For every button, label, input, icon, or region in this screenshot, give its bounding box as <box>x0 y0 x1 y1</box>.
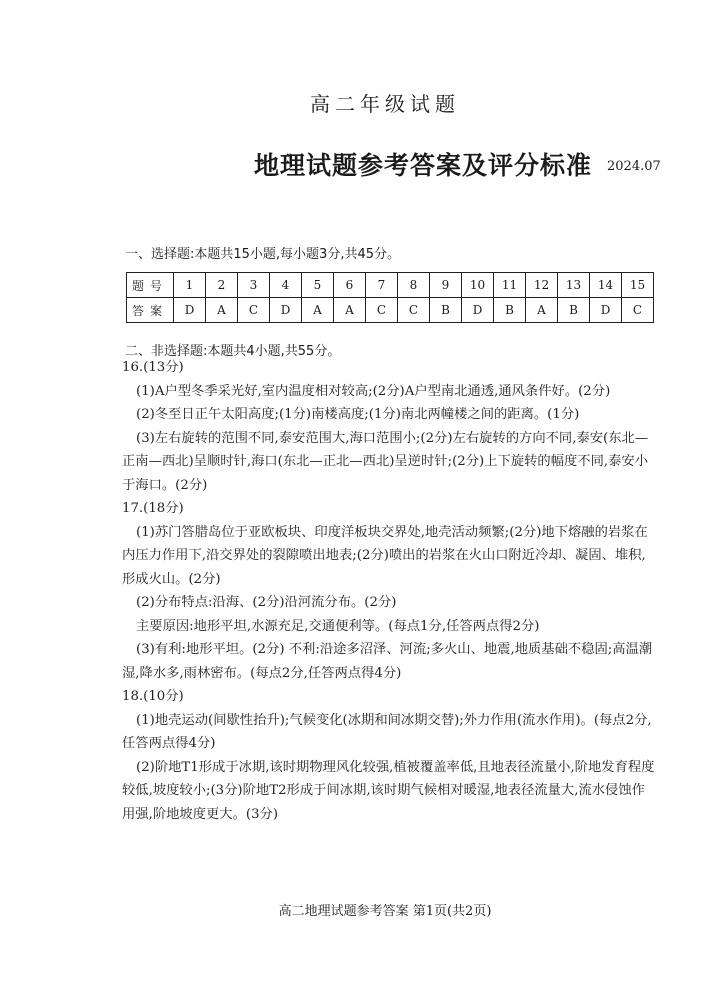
row-label-answer: 答案 <box>127 298 174 323</box>
question-number: 6 <box>334 273 366 298</box>
q18-part1: (1)地壳运动(间歇性抬升);气候变化(冰期和间冰期交替);外力作用(流水作用)。(每点2分,任答两点得4分) <box>122 712 652 751</box>
q17-label: 17.(18分) <box>122 501 184 516</box>
answer-cell: C <box>238 298 270 323</box>
q16-part1: (1)A户型冬季采光好,室内温度相对较高;(2分)A户型南北通透,通风条件好。(2分) <box>136 383 611 399</box>
answer-cell: A <box>206 298 238 323</box>
q18-label: 18.(10分) <box>122 689 184 704</box>
grade-title: 高二年级试题 <box>310 92 460 116</box>
answer-cell: D <box>270 298 302 323</box>
answer-cell: D <box>590 298 622 323</box>
answer-cell: D <box>174 298 206 323</box>
question-number: 5 <box>302 273 334 298</box>
q17-part3: (3)有利:地形平坦。(2分) 不利:沿途多沼泽、河流;多火山、地震,地质基础不稳固;高温潮湿,降水多,雨林密布。(每点2分,任答两点得4分) <box>122 642 653 681</box>
answer-cell: C <box>366 298 398 323</box>
answer-cell: C <box>398 298 430 323</box>
answer-cell: A <box>526 298 558 323</box>
page-footer: 高二地理试题参考答案 第1页(共2页) <box>278 904 492 919</box>
question-number: 10 <box>462 273 494 298</box>
answer-cell: B <box>430 298 462 323</box>
q16-label: 16.(13分) <box>122 360 184 375</box>
question-number: 13 <box>558 273 590 298</box>
q16-part2: (2)冬至日正午太阳高度;(1分)南楼高度;(1分)南北两幢楼之间的距离。(1分) <box>136 407 580 422</box>
page-title: 地理试题参考答案及评分标准 <box>254 151 593 180</box>
q17-part2: (2)分布特点:沿海、(2分)沿河流分布。(2分) <box>136 595 397 610</box>
question-number: 3 <box>238 273 270 298</box>
section1-heading: 一、选择题:本题共15小题,每小题3分,共45分。 <box>125 247 400 262</box>
row-label-number: 题号 <box>127 273 174 298</box>
question-number: 7 <box>366 273 398 298</box>
exam-date: 2024.07 <box>607 159 661 174</box>
answer-cell: B <box>558 298 590 323</box>
question-number: 8 <box>398 273 430 298</box>
answer-cell: A <box>334 298 366 323</box>
answer-cell: C <box>622 298 654 323</box>
question-number: 9 <box>430 273 462 298</box>
answer-body <box>122 356 657 826</box>
q17-part1: (1)苏门答腊岛位于亚欧板块、印度洋板块交界处,地壳活动频繁;(2分)地下熔融的岩浆在内压力作用下,沿交界处的裂隙喷出地表;(2分)喷出的岩浆在火山口附近冷却、凝固、堆积,形成火山。(2分) <box>122 524 648 587</box>
question-number: 15 <box>622 273 654 298</box>
q17-reasons: 主要原因:地形平坦,水源充足,交通便利等。(每点1分,任答两点得2分) <box>136 618 540 634</box>
question-number: 12 <box>526 273 558 298</box>
question-number: 2 <box>206 273 238 298</box>
question-number: 4 <box>270 273 302 298</box>
question-number: 11 <box>494 273 526 298</box>
answer-cell: A <box>302 298 334 323</box>
answer-table <box>126 272 654 323</box>
answer-cell: B <box>494 298 526 323</box>
question-number: 1 <box>174 273 206 298</box>
question-number: 14 <box>590 273 622 298</box>
q16-part3: (3)左右旋转的范围不同,泰安范围大,海口范围小;(2分)左右旋转的方向不同,泰安(东北—正南—西北)呈顺时针,海口(东北—正北—西北)呈逆时针;(2分)上下旋转的幅度不同,泰安小于海口。(2分) <box>122 430 649 493</box>
section2-heading: 二、非选择题:本题共4小题,共55分。 <box>125 344 341 359</box>
question-number-row <box>127 273 654 298</box>
answer-cell: D <box>462 298 494 323</box>
answer-row <box>127 298 654 323</box>
q18-part2: (2)阶地T1形成于冰期,该时期物理风化较强,植被覆盖率低,且地表径流量小,阶地发育程度较低,坡度较小;(3分)阶地T2形成于间冰期,该时期气候相对暖湿,地表径流量大,流水侵蚀作用强,阶地坡度更大。(3分) <box>122 759 655 822</box>
